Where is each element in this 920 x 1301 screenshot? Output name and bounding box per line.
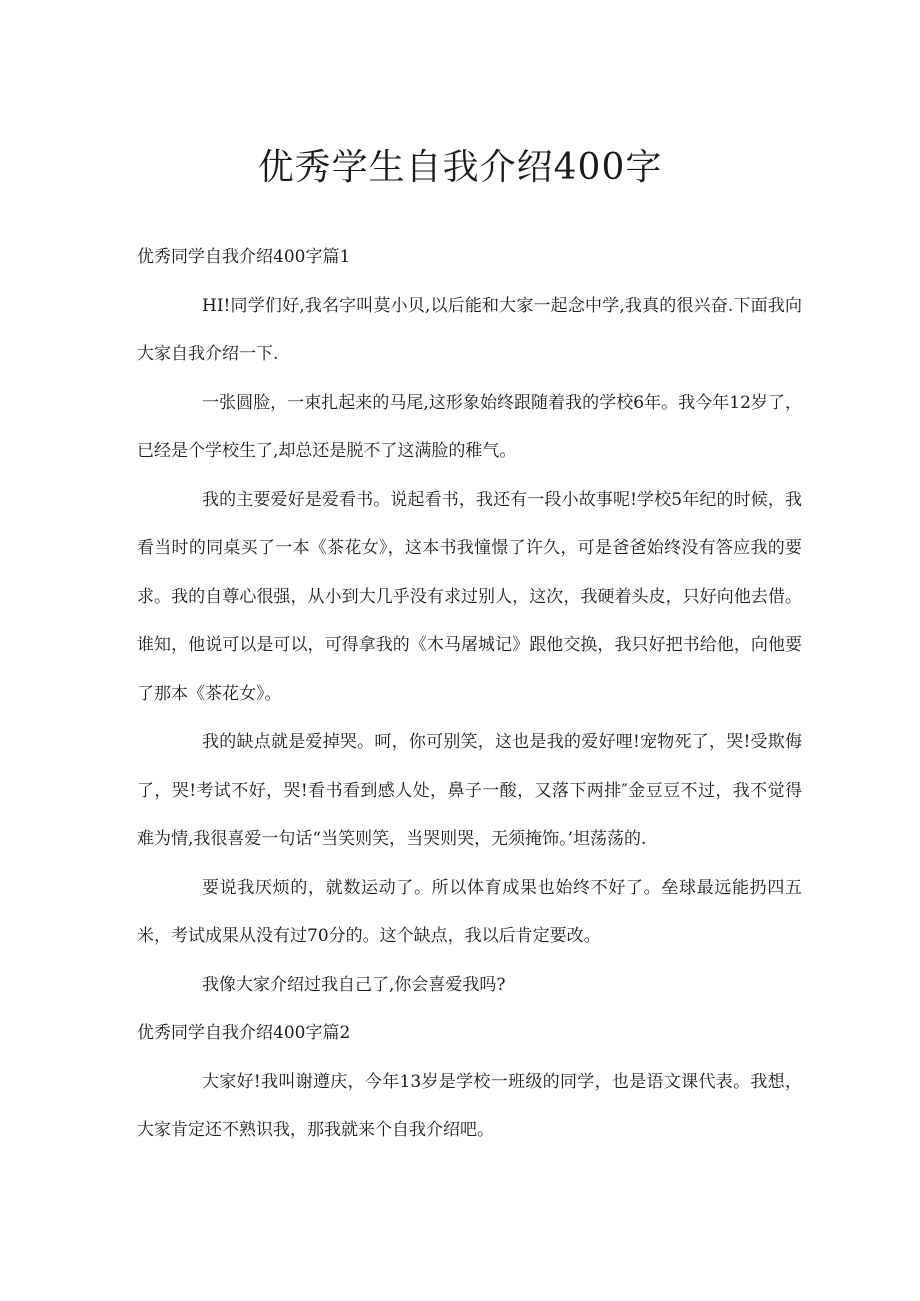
- document-body: [137, 233, 802, 1155]
- section-heading: 优秀同学自我介绍400字篇2: [137, 1023, 351, 1043]
- paragraph: 我像大家介绍过我自己了,你会喜爱我吗?: [202, 974, 506, 995]
- paragraph: 我的缺点就是爱掉哭。呵，你可别笑，这也是我的爱好哩!宠物死了，哭!受欺侮了，哭!考试不好，哭!看书看到感人处，鼻子一酸，又落下两排″金豆豆不过，我不觉得难为情,我很喜爱一句话“当笑则笑，当哭则哭，无须掩饰。’坦荡荡的.: [137, 732, 802, 849]
- paragraph: 大家好!我叫谢遵庆，今年13岁是学校一班级的同学，也是语文课代表。我想，大家肯定还不熟识我，那我就来个自我介绍吧。: [137, 1071, 802, 1140]
- document-title: 优秀学生自我介绍400字: [257, 147, 663, 188]
- paragraph: HI!同学们好,我名字叫莫小贝,以后能和大家一起念中学,我真的很兴奋.下面我向大家自我介绍一下.: [137, 295, 802, 364]
- section-heading: 优秀同学自我介绍400字篇1: [137, 247, 351, 267]
- paragraph: 我的主要爱好是爱看书。说起看书，我还有一段小故事呢!学校5年纪的时候，我看当时的同桌买了一本《茶花女》，这本书我憧憬了许久，可是爸爸始终没有答应我的要求。我的自尊心很强，从小到大几乎没有求过别人，这次，我硬着头皮，只好向他去借。谁知，他说可以是可以，可得拿我的《木马屠城记》跟他交换，我只好把书给他，向他要了那本《茶花女》。: [137, 489, 802, 704]
- paragraph: 一张圆脸，一束扎起来的马尾,这形象始终跟随着我的学校6年。我今年12岁了，已经是个学校生了,却总还是脱不了这满脸的稚气。: [137, 392, 802, 461]
- paragraph: 要说我厌烦的，就数运动了。所以体育成果也始终不好了。垒球最远能扔四五米，考试成果从没有过70分的。这个缺点，我以后肯定要改。: [137, 877, 802, 946]
